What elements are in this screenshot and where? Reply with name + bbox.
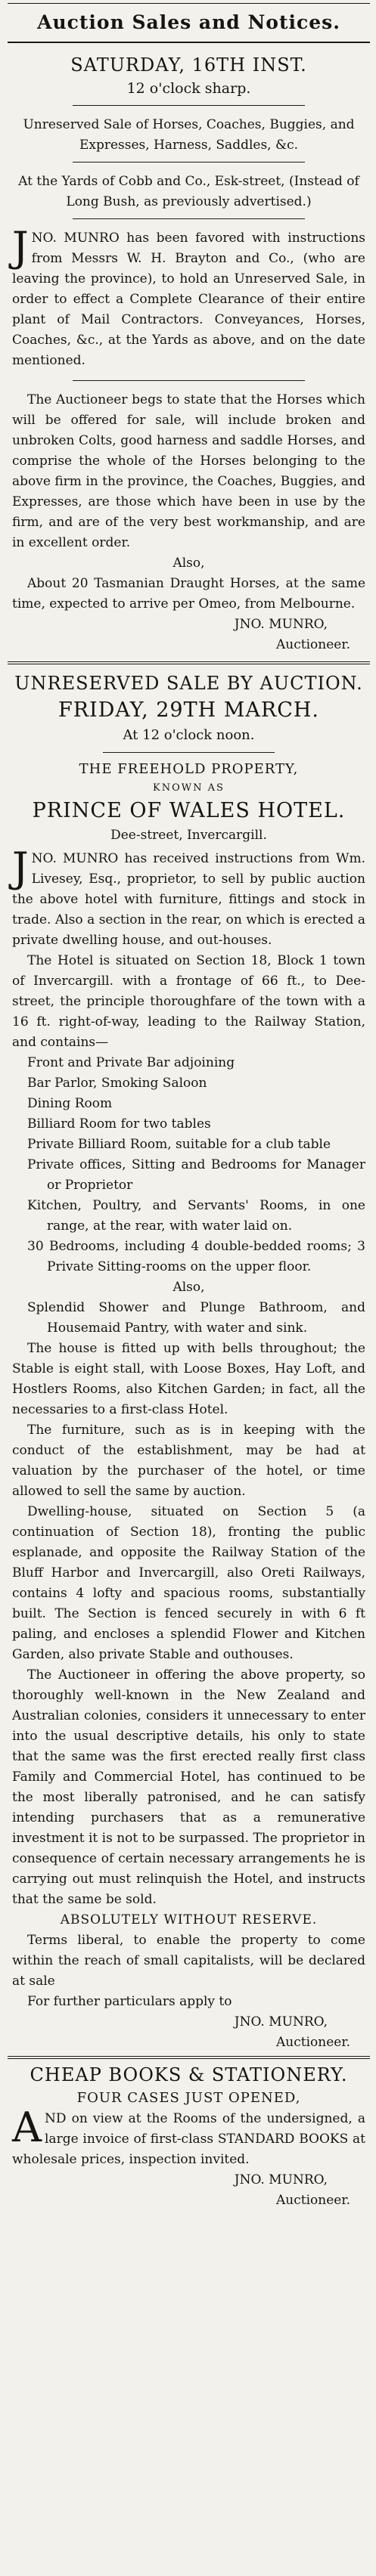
auctioneer-title: Auctioneer. — [276, 2035, 350, 2050]
also-label: Also, — [172, 1280, 205, 1295]
list-item: 30 Bedrooms, including 4 double-bedded rooms; 3 Private Sitting-rooms on the upper floor. — [27, 1239, 365, 1274]
room-list — [5, 1053, 373, 1277]
list-item: Billiard Room for two tables — [27, 1116, 211, 1132]
notice-paragraph: The Hotel is situated on Section 18, Block 1 town of Invercargill. with a frontage of 66 ft., to Dee-street, the principle thoroughfare of the town with a 16 ft. right-of-way, leading to the Railway Station, and contains— — [12, 953, 365, 1050]
sale-description: Unreserved Sale of Horses, Coaches, Buggies, and Expresses, Harness, Saddles, &c. — [23, 117, 355, 153]
auctioneer-signature: JNO. MUNRO, — [234, 617, 328, 632]
notice-paragraph: JNO. MUNRO has been favored with instructions from Messrs W. H. Brayton and Co., (who are leaving the province), to hold an Unreserved Sale, in order to effect a Complete Clearance of their entire plant of Mail Contractors. Conveyances, Horses, Coaches, &c., at the Yards as above, and on the date mentioned. — [12, 223, 365, 368]
newspaper-column — [5, 0, 373, 2211]
notice-paragraph: JNO. MUNRO has received instructions from Wm. Livesey, Esq., proprietor, to sell by public auction the above hotel with furniture, fittings and stock in trade. Also a section in the rear, on which is erected a private dwelling house, and out-houses. — [12, 844, 365, 948]
notice-paragraph: The Auctioneer begs to state that the Horses which will be offered for sale, will include broken and unbroken Colts, good harness and saddle Horses, and comprise the whole of the Horses belonging to the above firm in the province, the Coaches, Buggies, and Expresses, are those which have been in use by the firm, and are of the very best workmanship, and are in excellent order. — [12, 392, 365, 550]
section-header: CHEAP BOOKS & STATIONERY. — [30, 2064, 348, 2085]
drop-cap: A — [12, 2104, 42, 2151]
property-heading: THE FREEHOLD PROPERTY, — [79, 761, 299, 777]
notice-paragraph: The furniture, such as is in keeping with the conduct of the establishment, may be had at valuation by the purchaser of the hotel, or time allowed to sell the same by auction. — [12, 1423, 365, 1499]
known-as: KNOWN AS — [153, 782, 225, 794]
list-item: Bar Parlor, Smoking Saloon — [27, 1076, 207, 1091]
list-item: Front and Private Bar adjoining — [27, 1055, 235, 1070]
reserve-notice: ABSOLUTELY WITHOUT RESERVE. — [60, 1912, 318, 1927]
notice-paragraph: AND on view at the Rooms of the undersigned, a large invoice of first-class STANDARD BOOKS at wholesale prices, inspection invited. — [12, 2104, 365, 2167]
list-item: Private offices, Sitting and Bedrooms for Manager or Proprietor — [27, 1157, 365, 1193]
room-list — [5, 1298, 373, 1339]
sale-date: SATURDAY, 16TH INST. — [70, 54, 307, 76]
list-item: Private Billiard Room, suitable for a club table — [27, 1137, 331, 1152]
sale-time: At 12 o'clock noon. — [123, 727, 255, 743]
notice-paragraph: For further particulars apply to — [27, 1994, 232, 2009]
auctioneer-title: Auctioneer. — [276, 637, 350, 652]
hotel-name: PRINCE OF WALES HOTEL. — [32, 799, 346, 822]
section-header: UNRESERVED SALE BY AUCTION. — [14, 673, 363, 694]
list-item: Dining Room — [27, 1096, 113, 1111]
hotel-street: Dee-street, Invercargill. — [110, 828, 267, 843]
notice-paragraph: Terms liberal, to enable the property to come within the reach of small capitalists, will be declared at sale — [12, 1933, 365, 1989]
sale-location: At the Yards of Cobb and Co., Esk-street, (Instead of Long Bush, as previously advertised.) — [18, 174, 359, 209]
notice-paragraph: About 20 Tasmanian Draught Horses, at the same time, expected to arrive per Omeo, from Melbourne. — [12, 576, 365, 611]
auctioneer-title: Auctioneer. — [276, 2193, 350, 2208]
notice-paragraph: The house is fitted up with bells throughout; the Stable is eight stall, with Loose Boxes, Hay Loft, and Hostlers Rooms, also Kitchen Garden; in fact, all the necessaries to a first-class Hotel. — [12, 1341, 365, 1417]
list-item: Kitchen, Poultry, and Servants' Rooms, in one range, at the rear, with water laid on. — [27, 1198, 365, 1234]
notice-paragraph: The Auctioneer in offering the above property, so thoroughly well-known in the New Zealand and Australian colonies, considers it unnecessary to enter into the usual descriptive details, his only to state that the same was the first erected really first class Family and Commercial Hotel, has continued to be the most liberally patronised, and he can satisfy intending purchasers that as a remunerative investment it is not to be surpassed. The proprietor in consequence of certain necessary arrangements he is carrying out must relinquish the Hotel, and instructs that the same be sold. — [12, 1667, 365, 1907]
auctioneer-signature: JNO. MUNRO, — [234, 2172, 328, 2187]
sale-time: 12 o'clock sharp. — [126, 80, 251, 97]
drop-cap: J — [12, 223, 29, 271]
list-item: Splendid Shower and Plunge Bathroom, and Housemaid Pantry, with water and sink. — [27, 1300, 365, 1336]
auctioneer-signature: JNO. MUNRO, — [234, 2014, 328, 2030]
drop-cap: J — [12, 844, 29, 891]
sale-date: FRIDAY, 29TH MARCH. — [57, 698, 320, 722]
section-header: Auction Sales and Notices. — [37, 11, 340, 33]
sub-heading: FOUR CASES JUST OPENED, — [76, 2090, 301, 2106]
also-label: Also, — [172, 556, 205, 571]
notice-paragraph: Dwelling-house, situated on Section 5 (a continuation of Section 18), fronting the public esplanade, and opposite the Railway Station of the Bluff Harbor and Invercargill, also Oreti Railways, contains 4 lofty and spacious rooms, substantially built. The Section is fenced securely in with 6 ft paling, and encloses a splendid Flower and Kitchen Garden, also private Stable and outhouses. — [12, 1504, 365, 1662]
